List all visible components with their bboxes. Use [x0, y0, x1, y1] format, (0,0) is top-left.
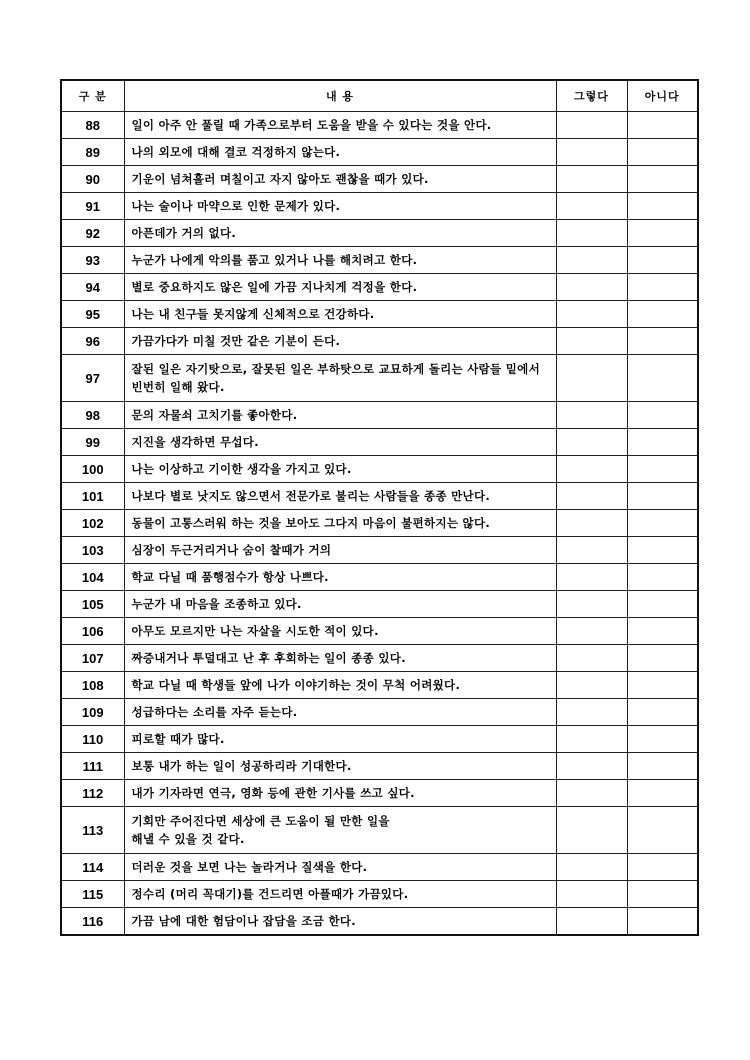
answer-yes-cell[interactable]: [556, 854, 627, 881]
answer-yes-cell[interactable]: [556, 328, 627, 355]
question-number: 115: [61, 881, 124, 908]
answer-no-cell[interactable]: [627, 537, 698, 564]
answer-yes-cell[interactable]: [556, 753, 627, 780]
question-text: 성급하다는 소리를 자주 듣는다.: [124, 699, 556, 726]
answer-no-cell[interactable]: [627, 753, 698, 780]
question-number: 105: [61, 591, 124, 618]
answer-yes-cell[interactable]: [556, 220, 627, 247]
answer-no-cell[interactable]: [627, 699, 698, 726]
table-row: [61, 537, 698, 564]
table-row: [61, 483, 698, 510]
question-text: 학교 다닐 때 학생들 앞에 나가 이야기하는 것이 무척 어려웠다.: [124, 672, 556, 699]
question-text: 나는 이상하고 기이한 생각을 가지고 있다.: [124, 456, 556, 483]
question-text: 일이 아주 안 풀릴 때 가족으로부터 도움을 받을 수 있다는 것을 안다.: [124, 112, 556, 139]
question-number: 114: [61, 854, 124, 881]
answer-yes-cell[interactable]: [556, 618, 627, 645]
answer-no-cell[interactable]: [627, 591, 698, 618]
answer-yes-cell[interactable]: [556, 726, 627, 753]
question-number: 96: [61, 328, 124, 355]
question-number: 101: [61, 483, 124, 510]
answer-yes-cell[interactable]: [556, 193, 627, 220]
answer-no-cell[interactable]: [627, 139, 698, 166]
question-number: 106: [61, 618, 124, 645]
question-number: 97: [61, 355, 124, 402]
table-row: [61, 699, 698, 726]
question-number: 109: [61, 699, 124, 726]
answer-no-cell[interactable]: [627, 483, 698, 510]
table-row: [61, 112, 698, 139]
question-text: 더러운 것을 보면 나는 놀라거나 질색을 한다.: [124, 854, 556, 881]
question-text: 보통 내가 하는 일이 성공하리라 기대한다.: [124, 753, 556, 780]
table-row: [61, 456, 698, 483]
question-text: 심장이 두근거리거나 숨이 찰때가 거의: [124, 537, 556, 564]
answer-no-cell[interactable]: [627, 166, 698, 193]
table-row: [61, 645, 698, 672]
answer-no-cell[interactable]: [627, 645, 698, 672]
header-row: [61, 80, 698, 112]
answer-yes-cell[interactable]: [556, 112, 627, 139]
question-text: 가끔가다가 미칠 것만 같은 기분이 든다.: [124, 328, 556, 355]
question-text: 정수리 (머리 꼭대기)를 건드리면 아플때가 가끔있다.: [124, 881, 556, 908]
question-text: 짜증내거나 투덜대고 난 후 후회하는 일이 종종 있다.: [124, 645, 556, 672]
table-row: [61, 429, 698, 456]
answer-yes-cell[interactable]: [556, 881, 627, 908]
table-row: [61, 753, 698, 780]
answer-yes-cell[interactable]: [556, 483, 627, 510]
question-number: 100: [61, 456, 124, 483]
table-row: [61, 166, 698, 193]
table-row: [61, 908, 698, 936]
answer-yes-cell[interactable]: [556, 564, 627, 591]
answer-yes-cell[interactable]: [556, 699, 627, 726]
table-row: [61, 807, 698, 854]
header-yes: 그렇다: [556, 80, 627, 112]
answer-no-cell[interactable]: [627, 328, 698, 355]
table-row: [61, 328, 698, 355]
header-number: 구 분: [61, 80, 124, 112]
answer-no-cell[interactable]: [627, 726, 698, 753]
header-content: 내 용: [124, 80, 556, 112]
question-text: 잘된 일은 자기탓으로, 잘못된 일은 부하탓으로 교묘하게 돌리는 사람들 밑에서 빈번히 일해 왔다.: [124, 355, 556, 402]
question-number: 98: [61, 402, 124, 429]
question-text: 동물이 고통스러워 하는 것을 보아도 그다지 마음이 불편하지는 않다.: [124, 510, 556, 537]
question-text-line: 해낼 수 있을 것 같다.: [131, 832, 245, 846]
question-text: 지진을 생각하면 무섭다.: [124, 429, 556, 456]
question-text: 나는 내 친구들 못지않게 신체적으로 건강하다.: [124, 301, 556, 328]
table-row: [61, 564, 698, 591]
answer-no-cell[interactable]: [627, 854, 698, 881]
question-text: 누군가 나에게 악의를 품고 있거나 나를 해치려고 한다.: [124, 247, 556, 274]
answer-no-cell[interactable]: [627, 220, 698, 247]
answer-yes-cell[interactable]: [556, 807, 627, 854]
question-number: 94: [61, 274, 124, 301]
table-row: [61, 854, 698, 881]
answer-no-cell[interactable]: [627, 672, 698, 699]
table-row: [61, 139, 698, 166]
answer-no-cell[interactable]: [627, 355, 698, 402]
question-text: 나의 외모에 대해 결코 걱정하지 않는다.: [124, 139, 556, 166]
question-number: 113: [61, 807, 124, 854]
questionnaire-table: [60, 79, 699, 936]
answer-yes-cell[interactable]: [556, 908, 627, 936]
table-row: [61, 193, 698, 220]
answer-no-cell[interactable]: [627, 780, 698, 807]
answer-no-cell[interactable]: [627, 564, 698, 591]
answer-yes-cell[interactable]: [556, 139, 627, 166]
question-text: 나는 술이나 마약으로 인한 문제가 있다.: [124, 193, 556, 220]
question-number: 91: [61, 193, 124, 220]
table-row: [61, 355, 698, 402]
question-text: 기운이 넘쳐흘러 며칠이고 자지 않아도 괜찮을 때가 있다.: [124, 166, 556, 193]
table-row: [61, 672, 698, 699]
question-text: 나보다 별로 낫지도 않으면서 전문가로 불리는 사람들을 종종 만난다.: [124, 483, 556, 510]
answer-yes-cell[interactable]: [556, 780, 627, 807]
table-row: [61, 247, 698, 274]
table-row: [61, 881, 698, 908]
question-number: 104: [61, 564, 124, 591]
answer-yes-cell[interactable]: [556, 456, 627, 483]
question-text: 별로 중요하지도 않은 일에 가끔 지나치게 걱정을 한다.: [124, 274, 556, 301]
answer-yes-cell[interactable]: [556, 429, 627, 456]
answer-yes-cell[interactable]: [556, 355, 627, 402]
table-row: [61, 402, 698, 429]
answer-yes-cell[interactable]: [556, 672, 627, 699]
answer-no-cell[interactable]: [627, 274, 698, 301]
question-text: 누군가 내 마음을 조종하고 있다.: [124, 591, 556, 618]
table-row: [61, 726, 698, 753]
question-number: 99: [61, 429, 124, 456]
question-text: 아픈데가 거의 없다.: [124, 220, 556, 247]
answer-no-cell[interactable]: [627, 456, 698, 483]
question-text: 문의 자물쇠 고치기를 좋아한다.: [124, 402, 556, 429]
question-number: 111: [61, 753, 124, 780]
answer-no-cell[interactable]: [627, 429, 698, 456]
question-text-line: 기회만 주어진다면 세상에 큰 도움이 될 만한 일을: [131, 814, 390, 828]
answer-no-cell[interactable]: [627, 618, 698, 645]
question-number: 90: [61, 166, 124, 193]
question-number: 95: [61, 301, 124, 328]
answer-no-cell[interactable]: [627, 112, 698, 139]
answer-yes-cell[interactable]: [556, 537, 627, 564]
answer-yes-cell[interactable]: [556, 402, 627, 429]
answer-no-cell[interactable]: [627, 908, 698, 936]
answer-yes-cell[interactable]: [556, 166, 627, 193]
question-number: 88: [61, 112, 124, 139]
question-number: 116: [61, 908, 124, 936]
question-number: 108: [61, 672, 124, 699]
question-number: 102: [61, 510, 124, 537]
table-row: [61, 220, 698, 247]
answer-no-cell[interactable]: [627, 807, 698, 854]
header-no: 아니다: [627, 80, 698, 112]
answer-yes-cell[interactable]: [556, 645, 627, 672]
question-text: 내가 기자라면 연극, 영화 등에 관한 기사를 쓰고 싶다.: [124, 780, 556, 807]
answer-yes-cell[interactable]: [556, 274, 627, 301]
question-text: 학교 다닐 때 품행점수가 항상 나쁘다.: [124, 564, 556, 591]
question-number: 92: [61, 220, 124, 247]
answer-no-cell[interactable]: [627, 881, 698, 908]
table-row: [61, 274, 698, 301]
question-number: 112: [61, 780, 124, 807]
answer-yes-cell[interactable]: [556, 301, 627, 328]
question-text: 가끔 남에 대한 험담이나 잡담을 조금 한다.: [124, 908, 556, 936]
table-row: [61, 510, 698, 537]
question-text: 피로할 때가 많다.: [124, 726, 556, 753]
answer-no-cell[interactable]: [627, 301, 698, 328]
question-number: 93: [61, 247, 124, 274]
answer-no-cell[interactable]: [627, 193, 698, 220]
question-number: 89: [61, 139, 124, 166]
answer-yes-cell[interactable]: [556, 591, 627, 618]
answer-yes-cell[interactable]: [556, 247, 627, 274]
answer-no-cell[interactable]: [627, 402, 698, 429]
table-row: [61, 591, 698, 618]
question-text: [124, 807, 556, 854]
question-number: 110: [61, 726, 124, 753]
table-row: [61, 301, 698, 328]
table-row: [61, 780, 698, 807]
answer-no-cell[interactable]: [627, 247, 698, 274]
answer-yes-cell[interactable]: [556, 510, 627, 537]
question-number: 107: [61, 645, 124, 672]
question-number: 103: [61, 537, 124, 564]
answer-no-cell[interactable]: [627, 510, 698, 537]
question-text: 아무도 모르지만 나는 자살을 시도한 적이 있다.: [124, 618, 556, 645]
table-row: [61, 618, 698, 645]
